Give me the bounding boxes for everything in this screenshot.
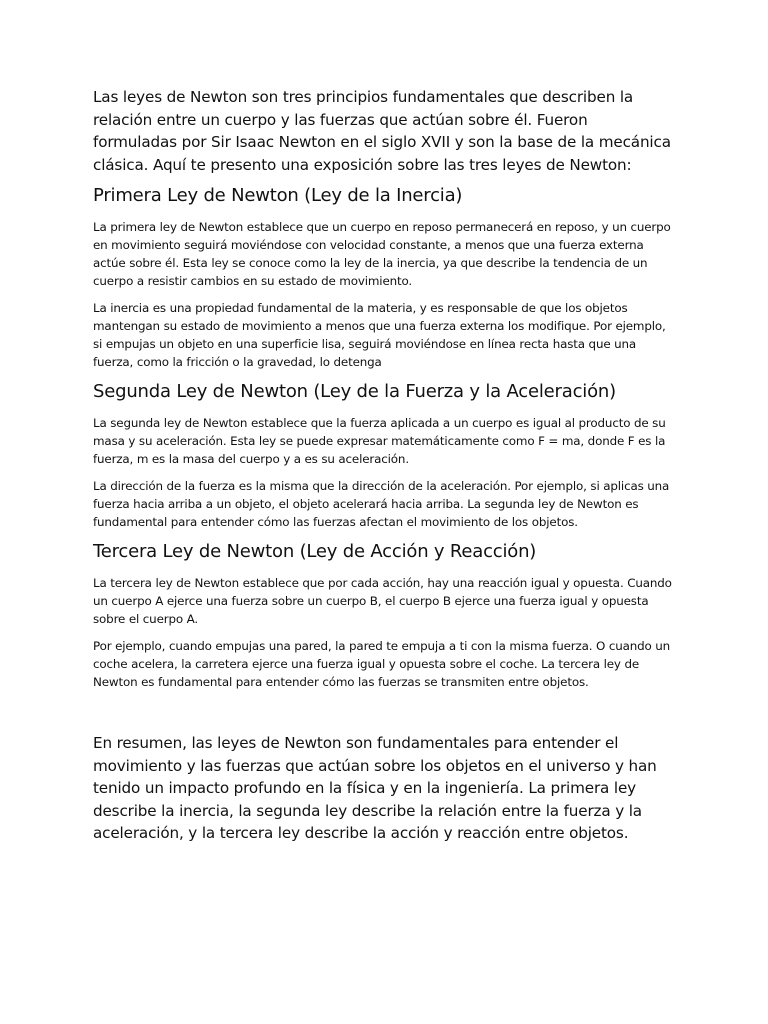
heading-third-law: Tercera Ley de Newton (Ley de Acción y Reacción): [93, 541, 537, 562]
summary-paragraph: En resumen, las leyes de Newton son fundamentales para entender el movimiento y las fuerzas que actúan sobre los objetos en el universo y han tenido un impacto profundo en la física y en la ingeniería. La primera ley describe la inercia, la segunda ley describe la relación entre la fuerza y la aceleración, y la tercera ley describe la acción y reacción entre objetos.: [93, 734, 657, 842]
heading-first-law: Primera Ley de Newton (Ley de la Inercia): [93, 185, 463, 206]
third-law-paragraph-2: Por ejemplo, cuando empujas una pared, la pared te empuja a ti con la misma fuerza. O cuando un coche acelera, la carretera ejerce una fuerza igual y opuesta sobre el coche. La tercera ley de Newton es fundamental para entender cómo las fuerzas se transmiten entre objetos.: [93, 639, 671, 689]
first-law-paragraph-1: La primera ley de Newton establece que un cuerpo en reposo permanecerá en reposo, y un cuerpo en movimiento seguirá moviéndose con velocidad constante, a menos que una fuerza externa actúe sobre él. Esta ley se conoce como la ley de la inercia, ya que describe la tendencia de un cuerpo a resistir cambios en su estado de movimiento.: [93, 220, 671, 288]
second-law-paragraph-2: La dirección de la fuerza es la misma que la dirección de la aceleración. Por ejemplo, si aplicas una fuerza hacia arriba a un objeto, el objeto acelerará hacia arriba. La segunda ley de Newton es fundamental para entender cómo las fuerzas afectan el movimiento de los objetos.: [93, 479, 670, 529]
intro-paragraph: Las leyes de Newton son tres principios fundamentales que describen la relación entre un cuerpo y las fuerzas que actúan sobre él. Fueron formuladas por Sir Isaac Newton en el siglo XVII y son la base de la mecánica clásica. Aquí te presento una exposición sobre las tres leyes de Newton:: [93, 88, 671, 174]
section-first-law: [93, 184, 676, 371]
first-law-paragraph-2: La inercia es una propiedad fundamental de la materia, y es responsable de que los objetos mantengan su estado de movimiento a menos que una fuerza externa los modifique. Por ejemplo, si empujas un objeto en una superficie lisa, seguirá moviéndose en línea recta hasta que una fuerza, como la fricción o la gravedad, lo detenga: [93, 301, 666, 369]
third-law-paragraph-1: La tercera ley de Newton establece que por cada acción, hay una reacción igual y opuesta. Cuando un cuerpo A ejerce una fuerza sobre un cuerpo B, el cuerpo B ejerce una fuerza igual y opuesta sobre el cuerpo A.: [93, 576, 672, 626]
section-second-law: [93, 380, 676, 531]
section-third-law: [93, 540, 676, 691]
second-law-paragraph-1: La segunda ley de Newton establece que la fuerza aplicada a un cuerpo es igual al producto de su masa y su aceleración. Esta ley se puede expresar matemáticamente como F = ma, donde F es la fuerza, m es la masa del cuerpo y a es su aceleración.: [93, 416, 666, 466]
heading-second-law: Segunda Ley de Newton (Ley de la Fuerza y la Aceleración): [93, 381, 616, 402]
